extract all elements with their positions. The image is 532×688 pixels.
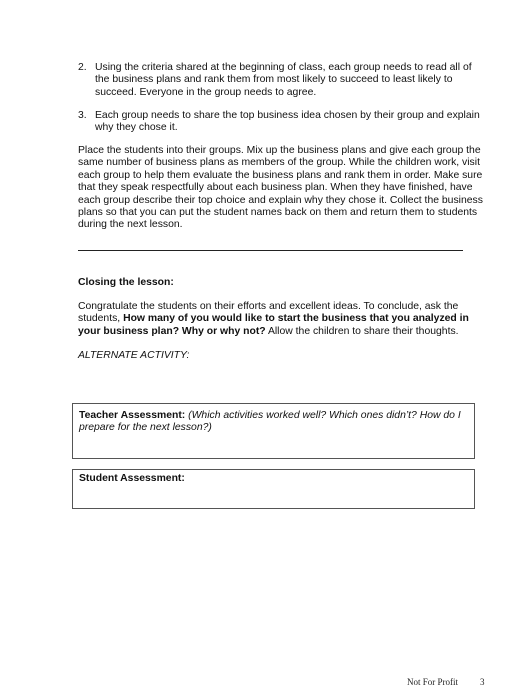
instructions-paragraph: Place the students into their groups. Mix up the business plans and give each group the same number of business plans as members of the group. While the children work, visit each group to help them evaluate the business plans and rank them in order. Make sure that they speak respectfully about each business plan. When they have finished, have each group describe their top choice and explain why they chose it. Collect the business plans so that you can put the student names back on them and return them to students during the next lesson.	[78, 145, 483, 231]
list-number: 3.	[78, 110, 87, 121]
list-item-2	[78, 62, 488, 99]
closing-paragraph: Congratulate the students on their efforts and excellent ideas. To conclude, ask the students, How many of you would like to start the business that you analyzed in your business plan? Why or why not? Allow the children to share their thoughts.	[78, 301, 469, 337]
list-item-text: Using the criteria shared at the beginning of class, each group needs to read all of the business plans and rank them from most likely to succeed to least likely to succeed. Everyone in the group needs to agree.	[95, 62, 472, 98]
footer-text: Not For Profit	[407, 677, 459, 687]
teacher-assessment-prompt: (Which activities worked well? Which ones didn’t? How do I prepare for the next lesson?)	[79, 410, 461, 434]
page-number: 3	[480, 677, 485, 687]
teacher-assessment-label: Teacher Assessment:	[79, 410, 186, 421]
closing-question: How many of you would like to start the business that you analyzed in your business plan? Why or why not?	[78, 313, 469, 337]
list-number: 2.	[78, 62, 87, 73]
list-item-text: Each group needs to share the top business idea chosen by their group and explain why they chose it.	[95, 110, 480, 134]
alternate-activity-label: ALTERNATE ACTIVITY:	[78, 350, 190, 361]
section-divider	[78, 250, 463, 251]
closing-heading: Closing the lesson:	[78, 277, 174, 288]
student-assessment-label: Student Assessment:	[79, 473, 185, 484]
student-assessment-box[interactable]	[72, 469, 475, 509]
list-item-3	[78, 110, 488, 135]
teacher-assessment-box[interactable]	[72, 403, 475, 459]
